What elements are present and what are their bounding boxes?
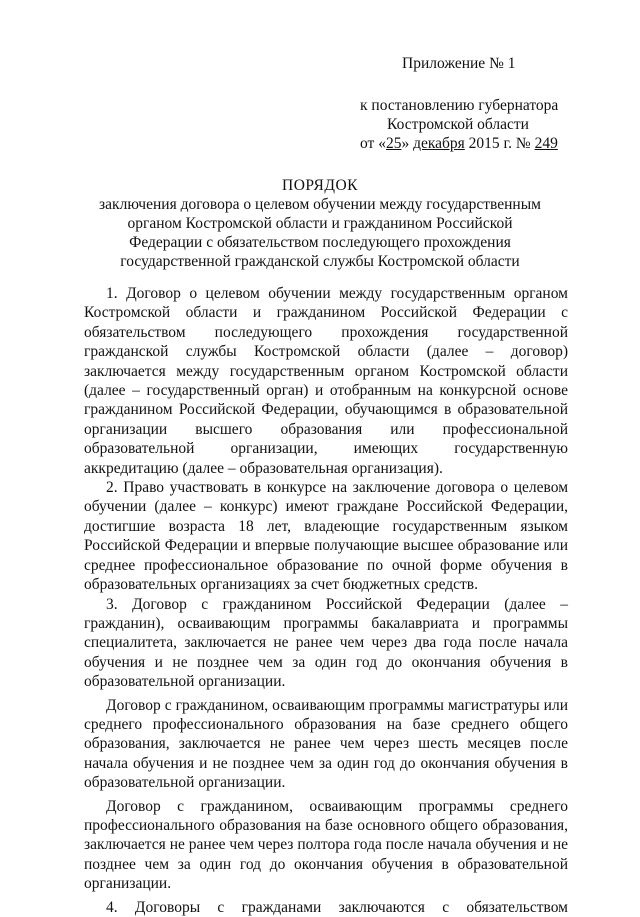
decree-reference [360,96,559,153]
subtitle-line: органом Костромской области и гражданином Российской [127,215,513,232]
document-body [84,284,568,917]
date-year: 2015 г. № [464,135,535,152]
appendix-label: Приложение № 1 [402,55,516,72]
subtitle-line: заключения договора о целевом обучении между государственным [99,196,541,213]
paragraph-2: 2. Право участвовать в конкурсе на заключение договора о целевом обучении (далее – конкурс) имеют граждане Российской Федерации, достигшие возраста 18 лет, владеющие государственным языком Российской Федерации и впервые получающие высшее образование или среднее профессиональное образование по очной форме обучения в образовательных организациях за счет бюджетных средств. [84,479,568,594]
date-prefix: от « [360,135,386,152]
date-day: 25 [385,135,402,152]
paragraph-3: 3. Договор с гражданином Российской Федерации (далее – гражданин), осваивающим программы бакалавриата и программы специалитета, заключается не ранее чем через два года после начала обучения и не позднее чем за один год до окончания обучения в образовательной организации. [84,595,568,691]
decree-line-2: Костромской области [387,116,529,133]
paragraph-3-spo: Договор с гражданином, осваивающим программы среднего профессионального образования на базе основного общего образования, заключается не ранее чем через полтора года после начала обучения и не позднее чем за один год до окончания обучения в образовательной организации. [84,797,568,893]
paragraph-1: 1. Договор о целевом обучении между государственным органом Костромской области и гражданином Российской Федерации с обязательством последующего прохождения государственной гражданской службы Костромской области (далее – договор) заключается между государственным органом Костромской области (далее – государственный орган) и отобранным на конкурсной основе гражданином Российской Федерации, обучающимся в образовательной организации высшего образования или профессиональной образовательной организации, имеющих государственную аккредитацию (далее – образовательная организация). [84,285,568,477]
decree-number: 249 [534,135,558,152]
subtitle-line: Федерации с обязательством последующего прохождения [129,234,511,251]
date-month: декабря [413,135,465,152]
document-subtitle [80,195,560,271]
paragraph-4: 4. Договоры с гражданами заключаются с обязательством [106,898,568,916]
document-title: ПОРЯДОК [282,177,358,194]
subtitle-line: государственной гражданской службы Костромской области [120,253,520,270]
date-mid: » [401,135,414,152]
paragraph-3-magistracy: Договор с гражданином, осваивающим программы магистратуры или среднего профессионального образования на базе среднего общего образования, заключается не ранее чем через шесть месяцев после начала обучения и не позднее чем за один год до окончания обучения в образовательной организации. [84,696,568,792]
decree-line-1: к постановлению губернатора [360,97,559,114]
decree-date-line [360,134,556,153]
